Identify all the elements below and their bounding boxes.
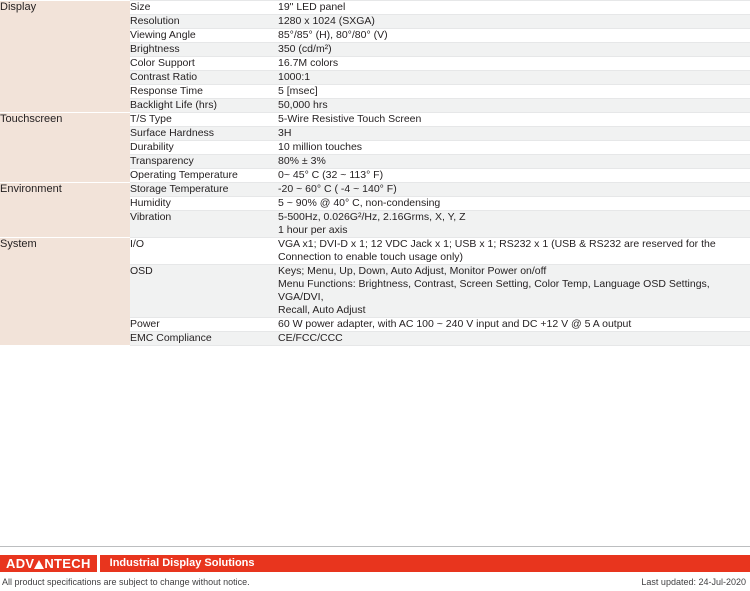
footer-title: Industrial Display Solutions bbox=[100, 555, 750, 572]
item-label: Size bbox=[130, 1, 278, 15]
value-line: 85°/85° (H), 80°/80° (V) bbox=[278, 29, 388, 41]
item-value bbox=[278, 15, 750, 29]
item-label: Humidity bbox=[130, 197, 278, 211]
item-label: Surface Hardness bbox=[130, 127, 278, 141]
item-value bbox=[278, 332, 750, 346]
value-line: VGA x1; DVI-D x 1; 12 VDC Jack x 1; USB x 1; RS232 x 1 (USB & RS232 are reserved for the bbox=[278, 238, 716, 250]
item-value bbox=[278, 238, 750, 265]
page-footer bbox=[0, 546, 750, 591]
item-label: Contrast Ratio bbox=[130, 71, 278, 85]
value-line: 5 ~ 90% @ 40° C, non-condensing bbox=[278, 197, 441, 209]
category-cell-system: System bbox=[0, 238, 130, 346]
value-line: 60 W power adapter, with AC 100 ~ 240 V input and DC +12 V @ 5 A output bbox=[278, 318, 632, 330]
item-label: Power bbox=[130, 318, 278, 332]
footer-divider bbox=[0, 546, 750, 547]
table-row bbox=[0, 238, 750, 265]
value-line: 1000:1 bbox=[278, 71, 311, 83]
item-label: Brightness bbox=[130, 43, 278, 57]
table-row bbox=[0, 1, 750, 15]
footer-brand-bar bbox=[0, 555, 750, 572]
item-label: Viewing Angle bbox=[130, 29, 278, 43]
item-label: Backlight Life (hrs) bbox=[130, 99, 278, 113]
item-value bbox=[278, 85, 750, 99]
item-value bbox=[278, 183, 750, 197]
item-label: Operating Temperature bbox=[130, 169, 278, 183]
value-line: Keys; Menu, Up, Down, Auto Adjust, Monitor Power on/off bbox=[278, 265, 547, 277]
item-label: Storage Temperature bbox=[130, 183, 278, 197]
item-value bbox=[278, 71, 750, 85]
value-line: 10 million touches bbox=[278, 141, 363, 153]
item-label: I/O bbox=[130, 238, 278, 265]
value-line: 1 hour per axis bbox=[278, 224, 348, 236]
item-value bbox=[278, 265, 750, 318]
item-value bbox=[278, 141, 750, 155]
item-value bbox=[278, 1, 750, 15]
value-line: 1280 x 1024 (SXGA) bbox=[278, 15, 375, 27]
category-cell-display: Display bbox=[0, 1, 130, 113]
value-line: Menu Functions: Brightness, Contrast, Screen Setting, Color Temp, Language OSD Settings, VGA/DVI, bbox=[278, 278, 710, 303]
value-line: 19" LED panel bbox=[278, 1, 346, 13]
item-value bbox=[278, 99, 750, 113]
item-label: Response Time bbox=[130, 85, 278, 99]
disclaimer-text: All product specifications are subject to change without notice. bbox=[2, 577, 250, 587]
item-value bbox=[278, 318, 750, 332]
value-line: Connection to enable touch usage only) bbox=[278, 251, 464, 263]
value-line: 50,000 hrs bbox=[278, 99, 328, 111]
value-line: 80% ± 3% bbox=[278, 155, 326, 167]
value-line: 5 [msec] bbox=[278, 85, 318, 97]
table-row bbox=[0, 183, 750, 197]
logo-text-post: NTECH bbox=[44, 556, 91, 571]
value-line: 0~ 45° C (32 ~ 113° F) bbox=[278, 169, 384, 181]
last-updated-text: Last updated: 24-Jul-2020 bbox=[641, 577, 746, 587]
item-value bbox=[278, 155, 750, 169]
logo-text-pre: ADV bbox=[6, 556, 35, 571]
value-line: CE/FCC/CCC bbox=[278, 332, 343, 344]
logo-triangle-icon bbox=[34, 560, 44, 569]
item-label: EMC Compliance bbox=[130, 332, 278, 346]
value-line: -20 ~ 60° C ( -4 ~ 140° F) bbox=[278, 183, 397, 195]
item-label: Color Support bbox=[130, 57, 278, 71]
item-value bbox=[278, 169, 750, 183]
item-value bbox=[278, 57, 750, 71]
table-row bbox=[0, 113, 750, 127]
item-label: Durability bbox=[130, 141, 278, 155]
item-label: Transparency bbox=[130, 155, 278, 169]
footer-note bbox=[0, 577, 750, 591]
item-value bbox=[278, 43, 750, 57]
item-label: Resolution bbox=[130, 15, 278, 29]
table-body bbox=[0, 1, 750, 346]
item-label: T/S Type bbox=[130, 113, 278, 127]
item-value bbox=[278, 113, 750, 127]
value-line: 5-Wire Resistive Touch Screen bbox=[278, 113, 422, 125]
advantech-logo bbox=[0, 555, 97, 572]
item-label: OSD bbox=[130, 265, 278, 318]
item-label: Vibration bbox=[130, 211, 278, 238]
category-cell-environment: Environment bbox=[0, 183, 130, 238]
item-value bbox=[278, 127, 750, 141]
value-line: 3H bbox=[278, 127, 292, 139]
category-cell-touchscreen: Touchscreen bbox=[0, 113, 130, 183]
value-line: Recall, Auto Adjust bbox=[278, 304, 366, 316]
item-value bbox=[278, 197, 750, 211]
item-value bbox=[278, 29, 750, 43]
value-line: 350 (cd/m²) bbox=[278, 43, 332, 55]
value-line: 16.7M colors bbox=[278, 57, 339, 69]
value-line: 5-500Hz, 0.026G²/Hz, 2.16Grms, X, Y, Z bbox=[278, 211, 466, 223]
item-value bbox=[278, 211, 750, 238]
